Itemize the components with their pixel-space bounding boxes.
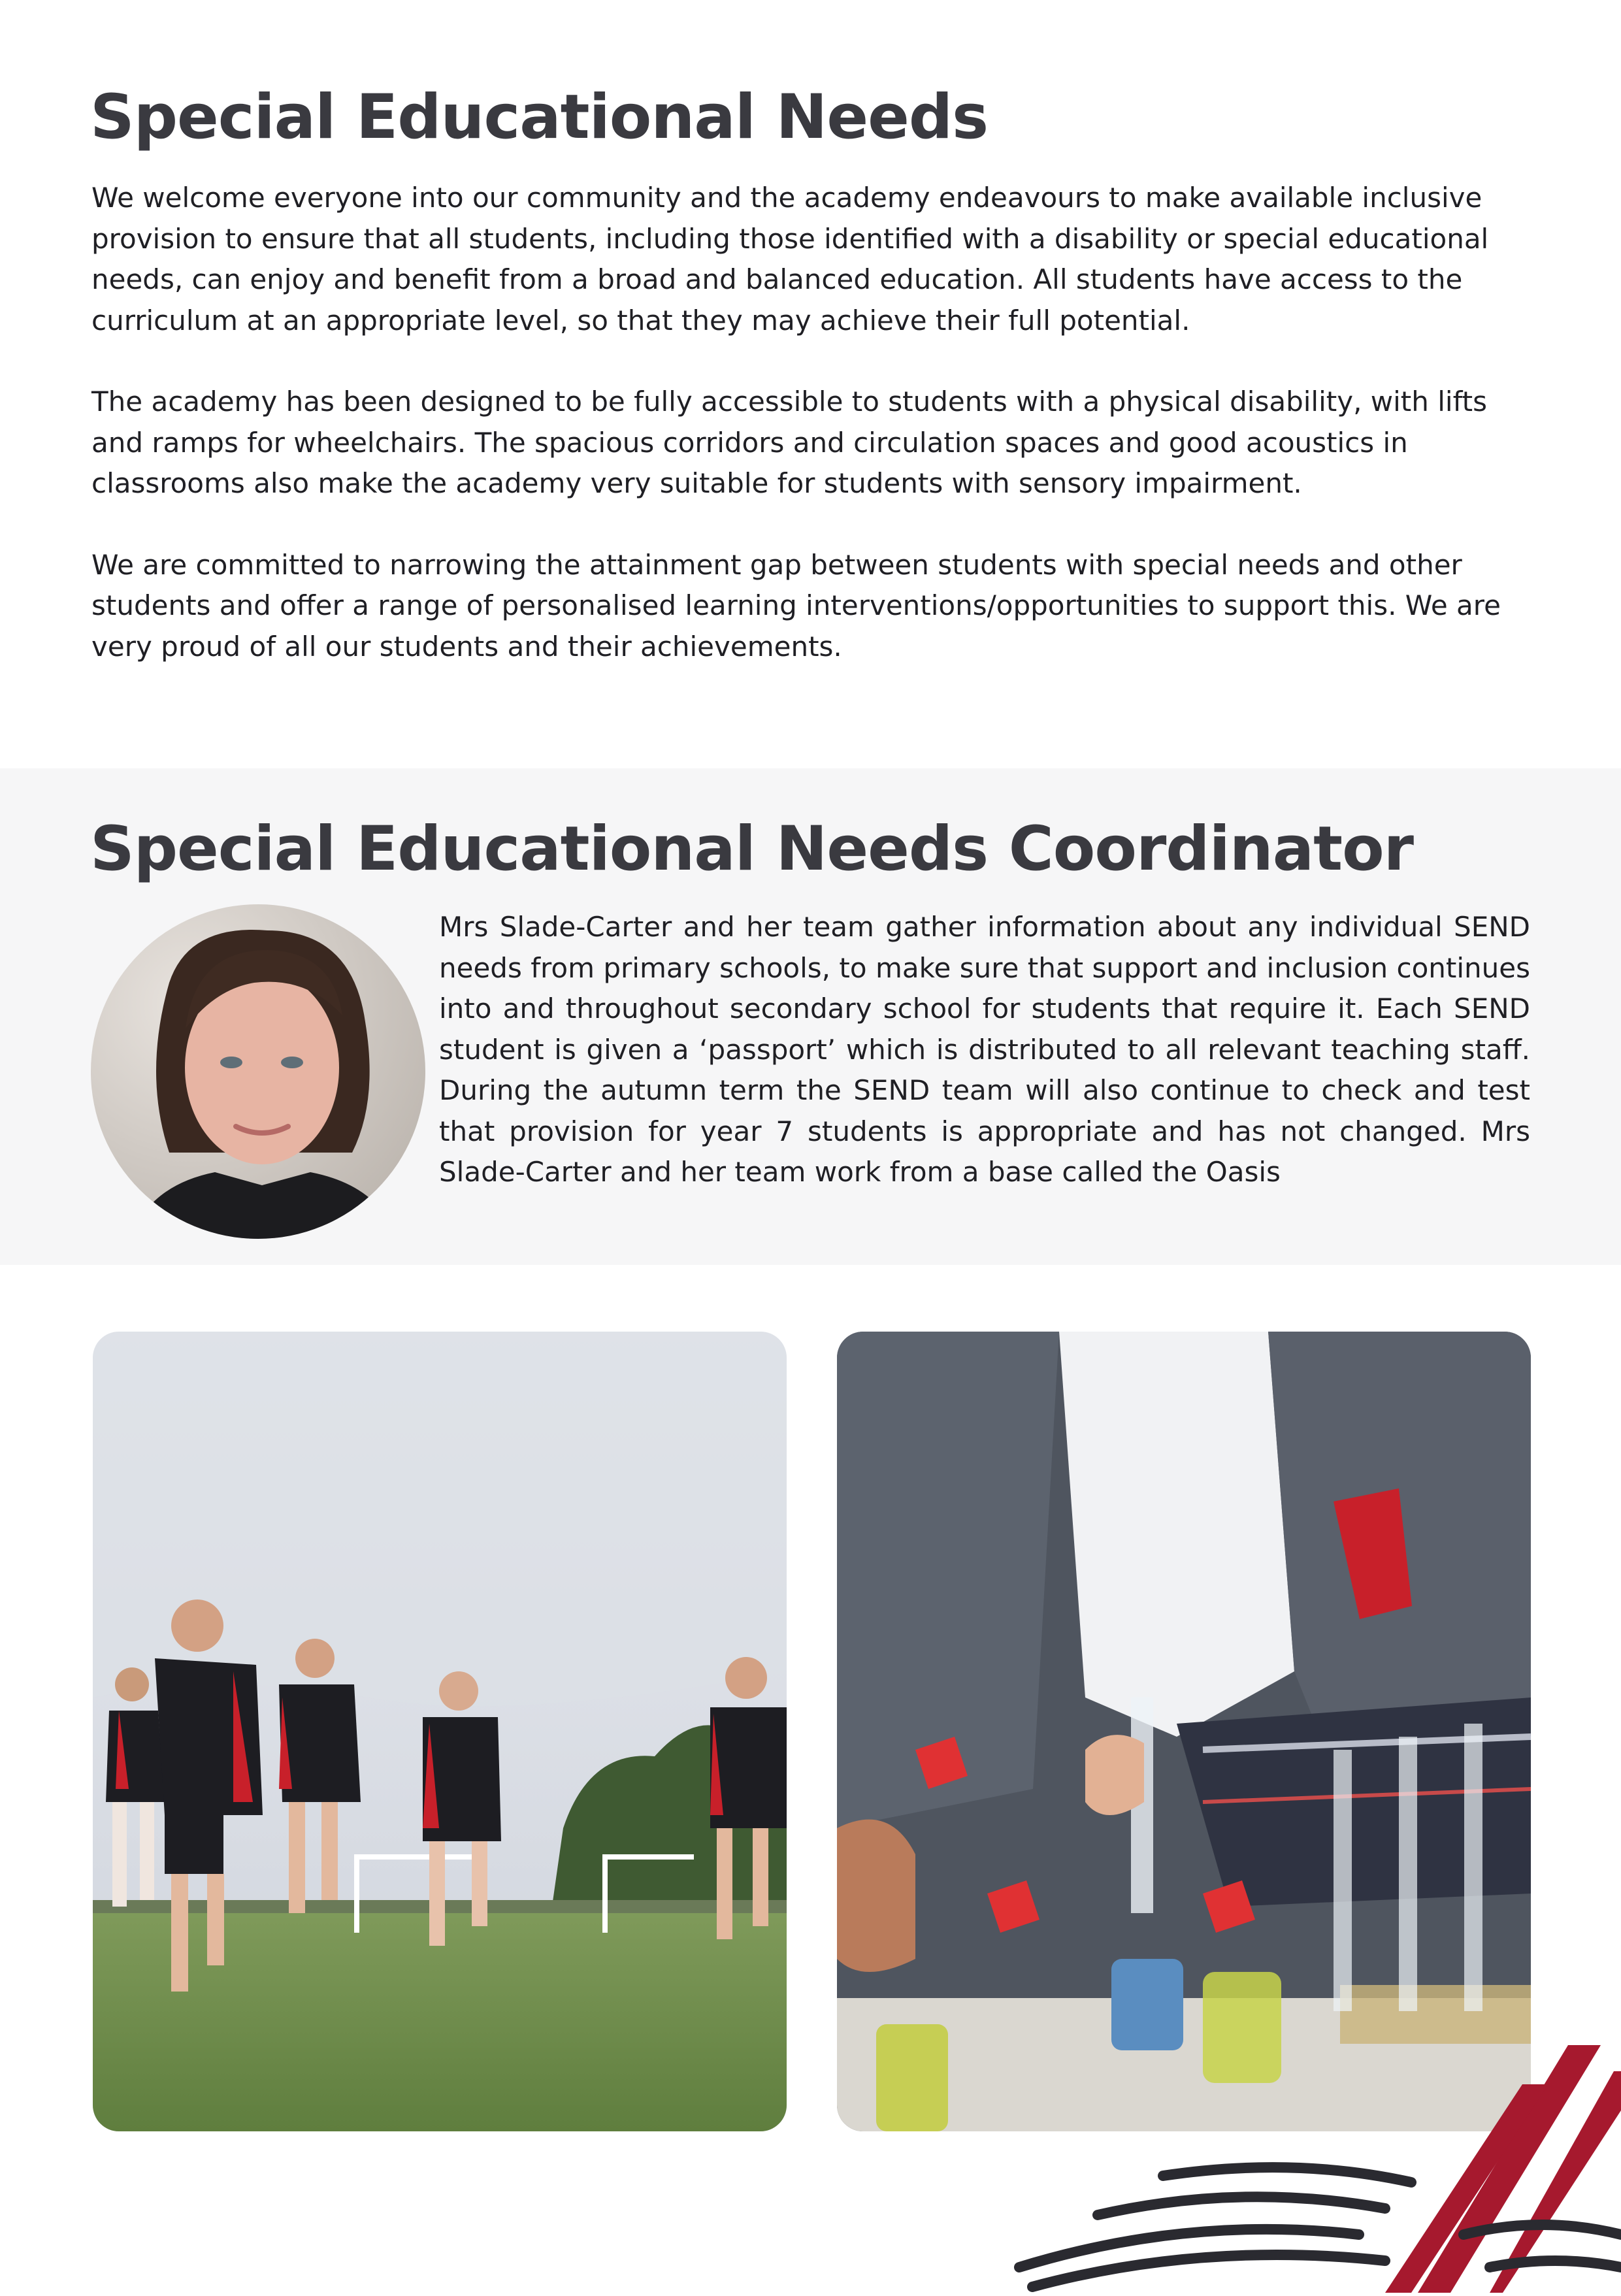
page-title: Special Educational Needs <box>90 82 989 153</box>
coordinator-heading: Special Educational Needs Coordinator <box>90 813 1414 885</box>
intro-paragraph-1: We welcome everyone into our community and the academy endeavours to make available inclusive provision to ensure that all students, including those identified with a disability or special educational needs, can enjoy and benefit from a broad and balanced education. All students have access to the curriculum at an appropriate level, so that they may achieve their full potential. <box>91 182 1489 336</box>
intro-paragraph-2: The academy has been designed to be fully accessible to students with a physical disability, with lifts and ramps for wheelchairs. The spacious corridors and circulation spaces and good acoustics in classrooms also make the academy very suitable for students with sensory impairment. <box>91 385 1487 499</box>
coordinator-description: Mrs Slade-Carter and her team gather information about any individual SEND needs from primary schools, to make sure that support and inclusion continues into and throughout secondary school for students that require it. Each SEND student is given a ‘passport’ which is distributed to all relevant teaching staff. During the autumn term the SEND team will also continue to check and test that provision for year 7 students is appropriate and has not changed. Mrs Slade-Carter and her team work from a base called the Oasis <box>439 911 1530 1188</box>
intro-paragraph-3: We are committed to narrowing the attainment gap between students with special needs and other students and offer a range of personalised learning interventions/opportunities to support this. We are very proud of all our students and their achievements. <box>91 548 1501 663</box>
science-lab-photo <box>837 1332 1531 2131</box>
coordinator-portrait <box>91 904 425 1239</box>
students-running-photo <box>93 1332 787 2131</box>
intro-text <box>91 178 1529 667</box>
decorative-stripes <box>993 2019 1621 2293</box>
